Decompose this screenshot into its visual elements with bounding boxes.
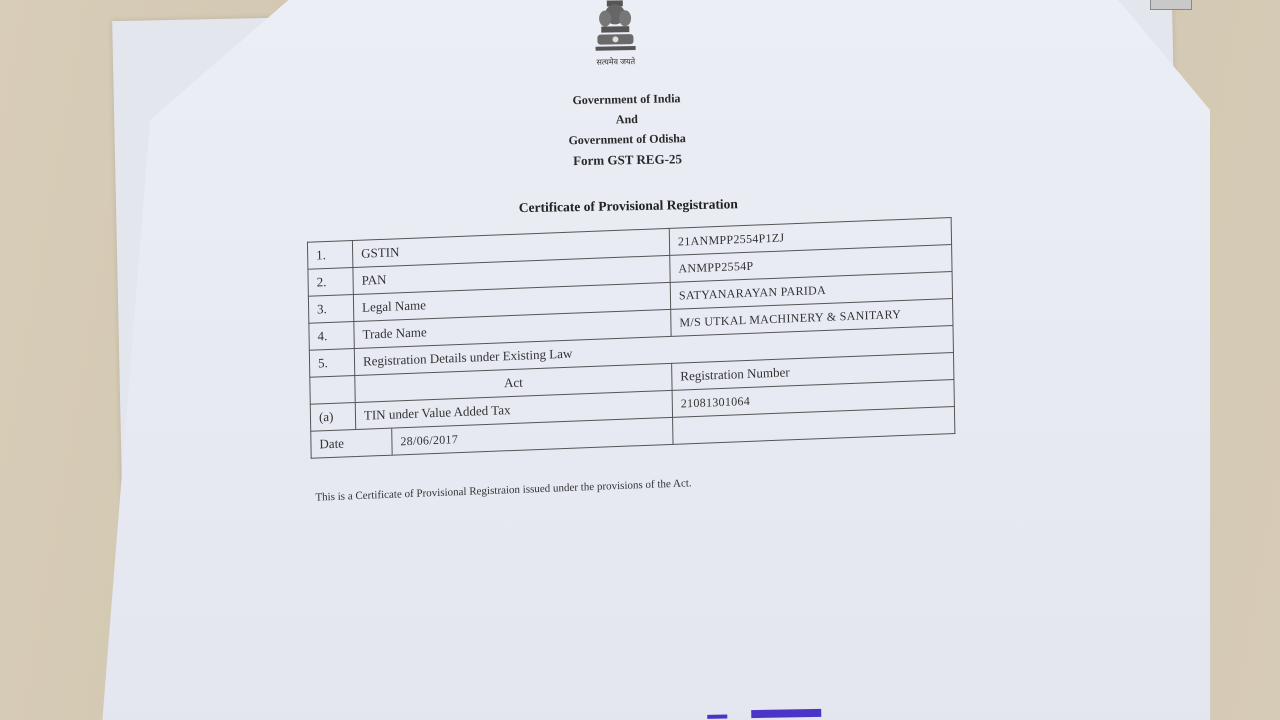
form-name: Form GST REG-25 <box>573 151 683 169</box>
trade-name-value: M/S UTKAL MACHINERY & SANITARY <box>671 299 953 337</box>
row-label: Trade Name <box>354 309 671 348</box>
national-emblem-icon <box>593 0 638 59</box>
stamp-fragment-icon <box>667 705 827 720</box>
registration-heading: Registration Details under Existing Law <box>354 326 953 376</box>
legal-name-value: SATYANARAYAN PARIDA <box>670 272 952 310</box>
date-label: Date <box>311 429 392 458</box>
empty-cell <box>310 376 355 405</box>
registration-number-column-header: Registration Number <box>672 353 954 391</box>
row-label: PAN <box>353 255 670 294</box>
header-and: And <box>615 112 638 127</box>
registration-number-value: 21081301064 <box>672 380 954 418</box>
registration-table <box>307 217 955 459</box>
act-column-header: Act <box>355 363 672 402</box>
row-number: (a) <box>310 403 355 432</box>
act-value: TIN under Value Added Tax <box>355 390 672 429</box>
row-label: Legal Name <box>353 282 670 321</box>
pan-value: ANMPP2554P <box>670 245 952 283</box>
row-label: GSTIN <box>352 228 669 267</box>
row-number: 5. <box>309 349 354 378</box>
row-number: 1. <box>307 241 352 270</box>
gstin-value: 21ANMPP2554P1ZJ <box>669 218 951 256</box>
row-number: 4. <box>309 322 354 351</box>
certificate-title: Certificate of Provisional Registration <box>518 196 738 216</box>
certificate-footer-note: This is a Certificate of Provisional Registraion issued under the provisions of the Act. <box>315 477 692 504</box>
row-number: 3. <box>308 295 353 324</box>
header-govt-odisha: Government of Odisha <box>568 131 686 148</box>
emblem-motto: सत्यमेव जयते <box>596 57 636 67</box>
row-number: 2. <box>308 268 353 297</box>
header-govt-india: Government of India <box>572 91 681 108</box>
date-value: 28/06/2017 <box>400 431 459 448</box>
